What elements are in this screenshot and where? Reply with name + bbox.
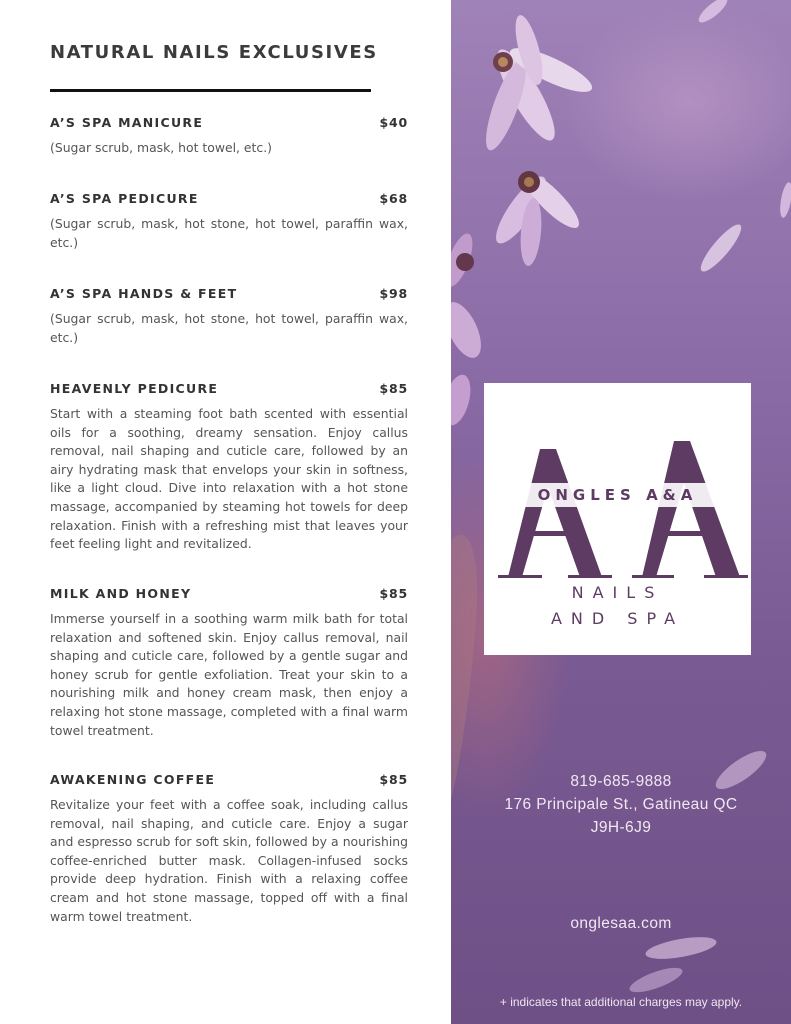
menu-item (50, 286, 408, 347)
item-name: MILK AND HONEY (50, 586, 192, 601)
item-name: A’S SPA MANICURE (50, 115, 204, 130)
address-line-2: J9H-6J9 (590, 819, 652, 836)
phone-number: 819-685-9888 (570, 773, 672, 790)
item-description: (Sugar scrub, mask, hot stone, hot towel, paraffin wax, etc.) (50, 311, 408, 345)
menu-item (50, 115, 408, 158)
item-price: $98 (379, 286, 408, 301)
item-price: $40 (379, 115, 408, 130)
menu-heading: NATURAL NAILS EXCLUSIVES (50, 42, 378, 63)
logo-tagline-2: AND SPA (550, 609, 685, 628)
logo-wordmark: ONGLES A&A (537, 486, 698, 504)
item-price: $85 (379, 381, 408, 396)
item-name: AWAKENING COFFEE (50, 772, 216, 787)
item-description: Revitalize your feet with a coffee soak, including callus removal, nail shaping, and cuticle care. Enjoy a sugar and espresso scrub for soft skin, followed by a nourishing coffee-enriched butter mask. Collagen-infused socks provide deep hydration. Finish with a relaxing coffee cream and hot stone massage, topped off with a final warm towel treatment. (50, 797, 408, 924)
footnote: + indicates that additional charges may apply. (499, 995, 743, 1009)
heading-divider (50, 89, 371, 92)
logo (484, 383, 751, 655)
item-description: (Sugar scrub, mask, hot towel, etc.) (50, 140, 272, 155)
logo-tagline-1: NAILS (571, 583, 664, 602)
item-name: A’S SPA HANDS & FEET (50, 286, 238, 301)
item-description: Start with a steaming foot bath scented with essential oils for a soothing, dreamy sensation. Enjoy callus removal, nail shaping and cuticle care, followed by an airy hydrating mask that envelops your skin in softness, like a light cloud. Dive into relaxation with a hot stone massage, accompanied by steaming hot towels for deep relaxation. Finish with a refreshing mist that leaves your feet feeling light and revitalized. (50, 406, 408, 552)
item-description: (Sugar scrub, mask, hot stone, hot towel, paraffin wax, etc.) (50, 216, 408, 250)
item-name: A’S SPA PEDICURE (50, 191, 199, 206)
website-link[interactable]: onglesaa.com (570, 915, 672, 932)
item-price: $85 (379, 772, 408, 787)
item-name: HEAVENLY PEDICURE (50, 381, 219, 396)
menu-item (50, 191, 408, 252)
item-price: $68 (379, 191, 408, 206)
item-price: $85 (379, 586, 408, 601)
address-line-1: 176 Principale St., Gatineau QC (504, 796, 738, 813)
menu-item (50, 772, 408, 926)
menu-item (50, 381, 408, 554)
brand-panel (451, 0, 791, 1024)
menu-item (50, 586, 408, 740)
item-description: Immerse yourself in a soothing warm milk bath for total relaxation and softened skin. Enjoy callus removal, nail shaping and cuticle care, followed by a gentle sugar and honey scrub for gentle exfoliation. Treat your skin to a nourishing milk and honey cream mask, then enjoy a relaxing hot stone massage, completed with a final warm towel treatment. (50, 611, 408, 738)
